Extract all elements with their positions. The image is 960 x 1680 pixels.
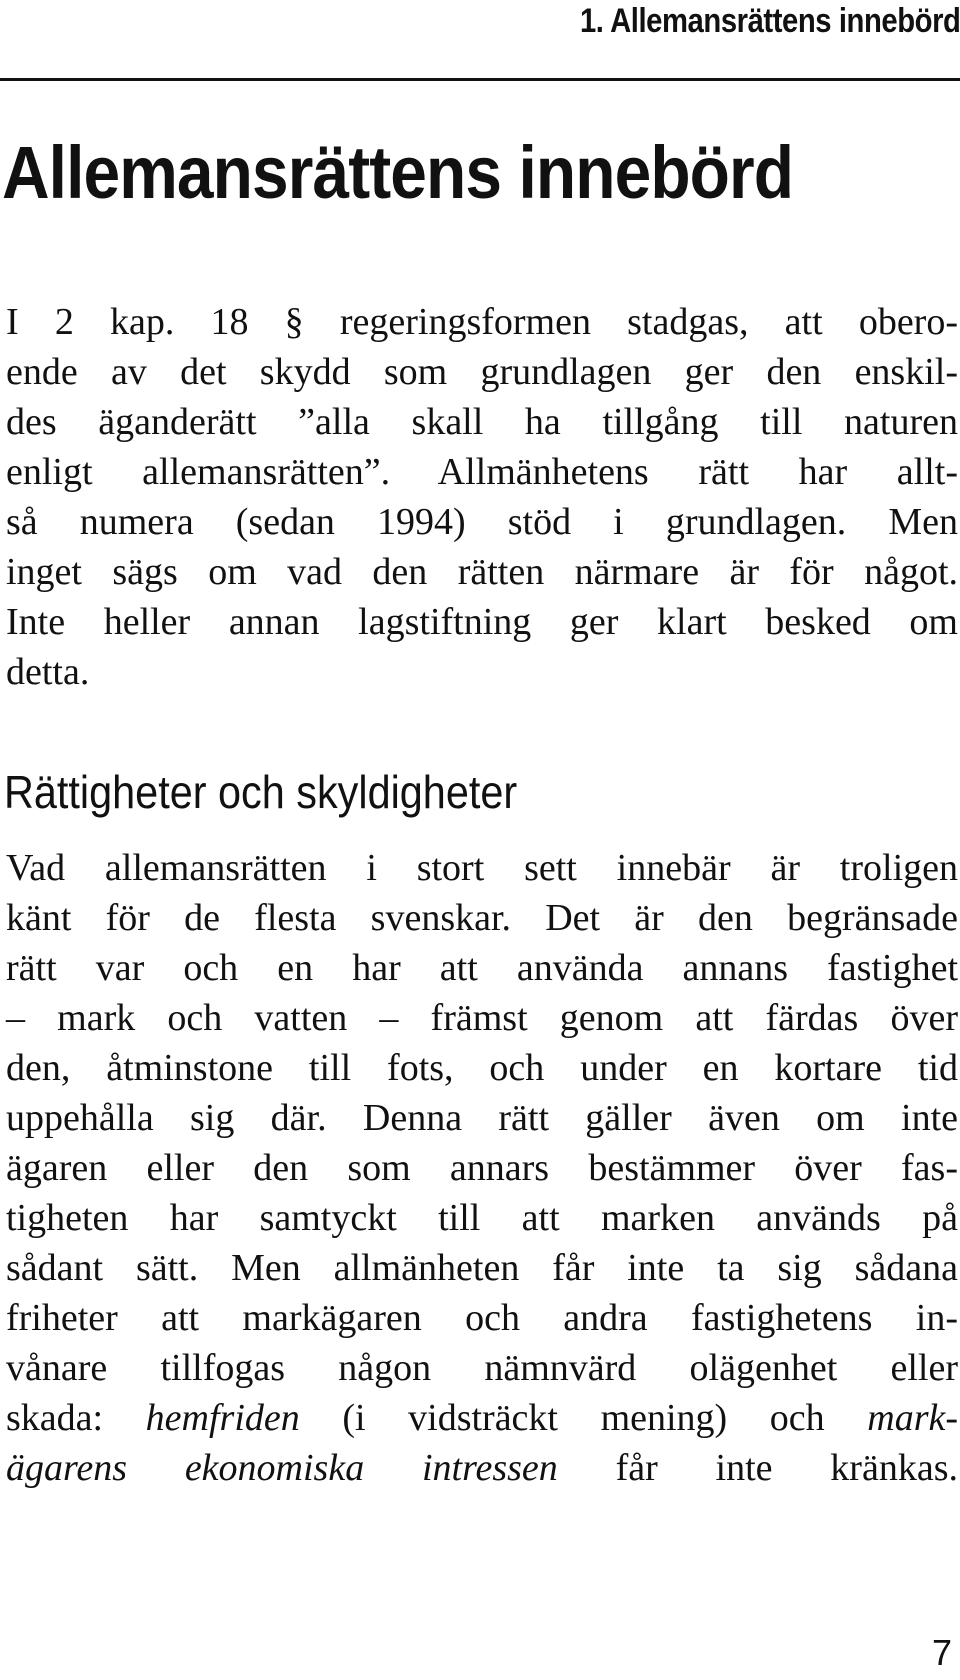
paragraph-line: friheter att markägaren och andra fastighetens in- (6, 1297, 958, 1339)
section-paragraph (6, 843, 958, 1493)
paragraph-line: rätt var och en har att använda annans fastighet (6, 947, 958, 989)
paragraph-line: så numera (sedan 1994) stöd i grundlagen. Men (6, 501, 958, 543)
line-text: skada: (6, 1397, 146, 1439)
paragraph-line: detta. (6, 651, 90, 693)
emphasis-mark: mark- (867, 1397, 959, 1439)
paragraph-line: des äganderätt ”alla skall ha tillgång till naturen (6, 401, 958, 443)
section-heading: Rättigheter och skyldigheter (4, 766, 518, 818)
paragraph-line: I 2 kap. 18 § regeringsformen stadgas, att obero- (6, 301, 958, 343)
paragraph-line: vånare tillfogas någon nämnvärd olägenhet eller (6, 1347, 958, 1389)
page-number: 7 (931, 1632, 952, 1673)
paragraph-line: ende av det skydd som grundlagen ger den enskil- (6, 351, 958, 393)
paragraph-line: enligt allemansrätten”. Allmänhetens rätt har allt- (6, 451, 958, 493)
paragraph-line: Inte heller annan lagstiftning ger klart besked om (6, 601, 958, 643)
paragraph-line: – mark och vatten – främst genom att färdas över (6, 997, 958, 1039)
paragraph-line: tigheten har samtyckt till att marken används på (6, 1197, 958, 1239)
chapter-title: Allemansrättens innebörd (2, 131, 794, 214)
paragraph-line (6, 1443, 958, 1493)
paragraph-line: Vad allemansrätten i stort sett innebär är troligen (6, 847, 958, 889)
intro-paragraph (6, 297, 958, 697)
header-rule (0, 78, 960, 81)
line-text: (i vidsträckt mening) och (299, 1397, 868, 1439)
paragraph-line: ägaren eller den som annars bestämmer över fas- (6, 1147, 958, 1189)
paragraph-line: sådant sätt. Men allmänheten får inte ta sig sådana (6, 1247, 958, 1289)
paragraph-line (6, 1393, 958, 1443)
paragraph-line: inget sägs om vad den rätten närmare är för något. (6, 551, 958, 593)
line-text: får inte kränkas. (557, 1447, 958, 1489)
emphasis-agarens-intressen: ägarens ekonomiska intressen (6, 1447, 558, 1489)
emphasis-hemfriden: hemfriden (145, 1397, 300, 1439)
running-head: 1. Allemansrättens innebörd (579, 2, 960, 40)
paragraph-line: uppehålla sig där. Denna rätt gäller även om inte (6, 1097, 958, 1139)
paragraph-line: känt för de flesta svenskar. Det är den begränsade (6, 897, 958, 939)
paragraph-line: den, åtminstone till fots, och under en kortare tid (6, 1047, 958, 1089)
